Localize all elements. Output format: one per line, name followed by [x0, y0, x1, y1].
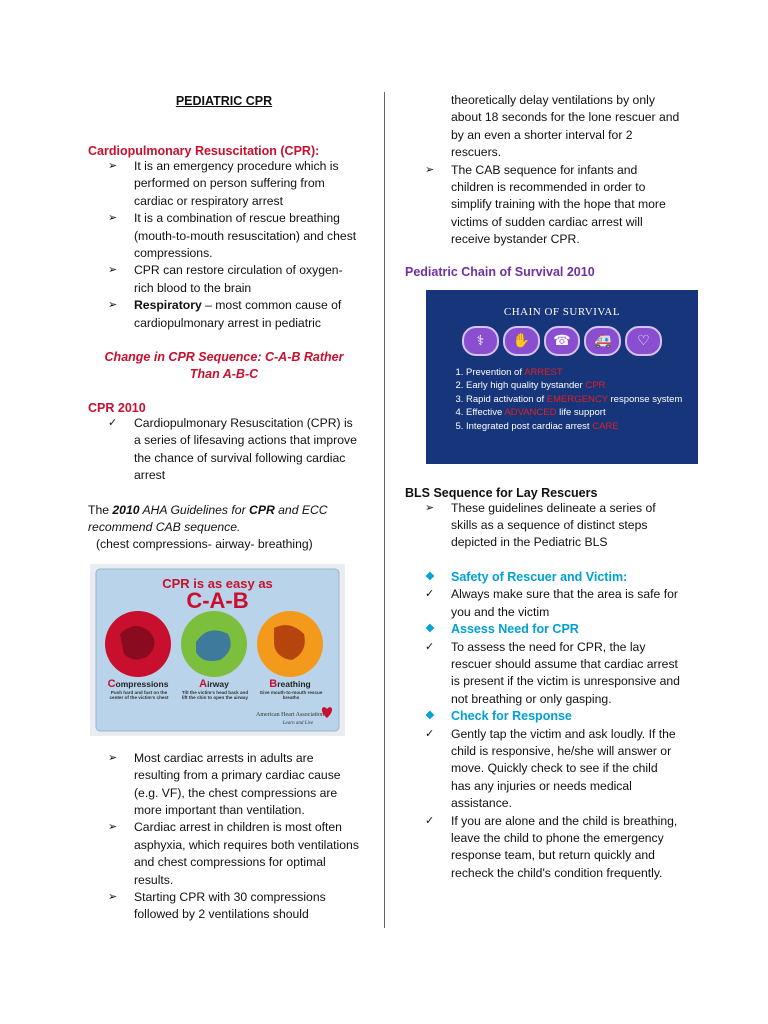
phone-icon: ☎ [544, 326, 581, 356]
list-item: ➢ CPR can restore circulation of oxygen-rich blood to the brain [108, 263, 343, 295]
arrow-bullet-icon: ➢ [108, 299, 118, 312]
diamond-bullet-icon: ❖ [425, 570, 435, 583]
diamond-bullet-icon: ❖ [425, 623, 435, 636]
cpr-hands-icon: ✋ [503, 326, 540, 356]
bls-heading: BLS Sequence for Lay Rescuers [405, 485, 598, 500]
list-item: ➢ These guidelines delineate a series of skills as a sequence of distinct steps depicted in the Pediatric BLS [425, 500, 656, 550]
aha-text: American Heart Association [256, 711, 324, 718]
cpr-heading: Cardiopulmonary Resuscitation (CPR): [88, 144, 320, 158]
arrow-bullet-icon: ➢ [108, 751, 118, 764]
chain-item: 5. Integrated post cardiac arrest CARE [466, 420, 706, 434]
cpr-2010-heading: CPR 2010 [88, 400, 146, 415]
bottom-list [88, 750, 360, 924]
arrow-bullet-icon: ➢ [108, 212, 118, 225]
cab-illustration [90, 564, 345, 736]
cab-desc-breathing: Give mouth-to-mouth rescue breaths [259, 689, 323, 701]
steps-list [405, 569, 680, 882]
checkmark-icon: ✓ [425, 640, 435, 653]
check-response-heading: ❖ Check for Response [405, 708, 680, 725]
list-item: ➢ Cardiac arrest in children is most often asphyxia, which requires both ventilations and chest compressions for optimal results. [108, 820, 359, 887]
chain-list [448, 366, 706, 434]
cab-header-text: CPR is as easy as [162, 575, 273, 591]
list-item: ➢ Most cardiac arrests in adults are resulting from a primary cardiac cause (e.g. VF), the chest compressions are more important than ventilation. [108, 750, 341, 817]
chain-item: 2. Early high quality bystander CPR [466, 379, 706, 393]
cab-recommend-list [405, 162, 680, 249]
cpr-list [88, 158, 360, 332]
arrow-bullet-icon: ➢ [425, 501, 435, 514]
left-column [88, 90, 360, 924]
checkmark-icon: ✓ [108, 416, 118, 429]
cab-label-breathing: Breathing [269, 677, 311, 690]
guidelines-paren: (chest compressions- airway- breathing) [96, 537, 313, 552]
cab-label-airway: Airway [199, 677, 229, 690]
safety-heading: ❖ Safety of Rescuer and Victim: [405, 569, 680, 586]
chain-item: 1. Prevention of ARREST [466, 366, 706, 380]
aha-tagline: Learn and Live [282, 720, 314, 726]
continued-text: theoretically delay ventilations by only about 18 seconds for the lone rescuer and by an even a shorter interval for 2 rescuers. [451, 93, 680, 160]
checkmark-icon: ✓ [425, 588, 435, 601]
list-item: ➢ It is a combination of rescue breathing (mouth-to-mouth resuscitation) and chest compressions. [108, 211, 357, 261]
column-divider [384, 92, 385, 928]
cab-label-compressions: Compressions [107, 677, 169, 690]
guidelines-text: The 2010 AHA Guidelines for CPR and ECC recommend CAB sequence. [88, 502, 328, 534]
chain-item: 3. Rapid activation of EMERGENCY response system [466, 393, 706, 407]
ambulance-icon: 🚑 [584, 326, 621, 356]
cab-desc-compressions: Push hard and fast on the center of the victim's chest [109, 689, 169, 701]
list-item: ➢ Respiratory – most common cause of cardiopulmonary arrest in pediatric [108, 298, 342, 330]
checkmark-icon: ✓ [425, 814, 435, 827]
cpr-2010-list [88, 415, 360, 485]
sequence-change-heading: Change in CPR Sequence: C-A-B Rather Than A-B-C [104, 350, 344, 382]
list-item: ✓ If you are alone and the child is breathing, leave the child to phone the emergency response team, but return quickly and recheck the child's condition frequently. [425, 813, 678, 880]
page-title: PEDIATRIC CPR [175, 94, 273, 108]
list-item: ✓ To assess the need for CPR, the lay rescuer should assume that cardiac arrest is present if the victim is unresponsive and not breathing or only gasping. [425, 639, 680, 706]
arrow-bullet-icon: ➢ [108, 160, 118, 172]
chain-title: CHAIN OF SURVIVAL [503, 305, 621, 318]
arrow-bullet-icon: ➢ [108, 890, 118, 903]
assess-heading: ❖ Assess Need for CPR [405, 621, 680, 638]
arrow-bullet-icon: ➢ [425, 163, 435, 176]
chain-heading: Pediatric Chain of Survival 2010 [405, 264, 595, 279]
cab-big-text: C-A-B [186, 587, 249, 613]
cab-graphic [90, 564, 345, 736]
chain-of-survival-image [426, 290, 698, 464]
bls-list [405, 500, 680, 552]
arrow-bullet-icon: ➢ [108, 821, 118, 834]
list-item: ➢ Starting CPR with 30 compressions followed by 2 ventilations should [108, 889, 326, 922]
diamond-bullet-icon: ❖ [425, 710, 435, 723]
list-item: ✓ Cardiopulmonary Resuscitation (CPR) is a series of lifesaving actions that improve the chance of survival following cardiac arrest [108, 415, 357, 483]
list-item: ➢ It is an emergency procedure which is performed on person suffering from cardiac or respiratory arrest [108, 159, 339, 208]
checkmark-icon: ✓ [425, 727, 435, 740]
right-column [405, 90, 683, 882]
chain-item: 4. Effective ADVANCED life support [466, 406, 706, 420]
chain-links [462, 326, 662, 356]
list-item: ➢ The CAB sequence for infants and children is recommended in order to simplify training with the hope that more victims of sudden cardiac arrest will receive bystander CPR. [425, 162, 666, 247]
list-item: ✓ Gently tap the victim and ask loudly. If the child is responsive, he/she will answer or move. Quickly check to see if the child has any injuries or needs medical assistance. [425, 726, 676, 811]
arrow-bullet-icon: ➢ [108, 264, 118, 277]
monitor-icon: ♡ [625, 326, 662, 356]
list-item: ✓ Always make sure that the area is safe for you and the victim [425, 587, 678, 619]
prevention-icon: ⚕ [462, 326, 499, 356]
cab-desc-airway: Tilt the victim's head back and lift the chin to open the airway [181, 689, 249, 701]
